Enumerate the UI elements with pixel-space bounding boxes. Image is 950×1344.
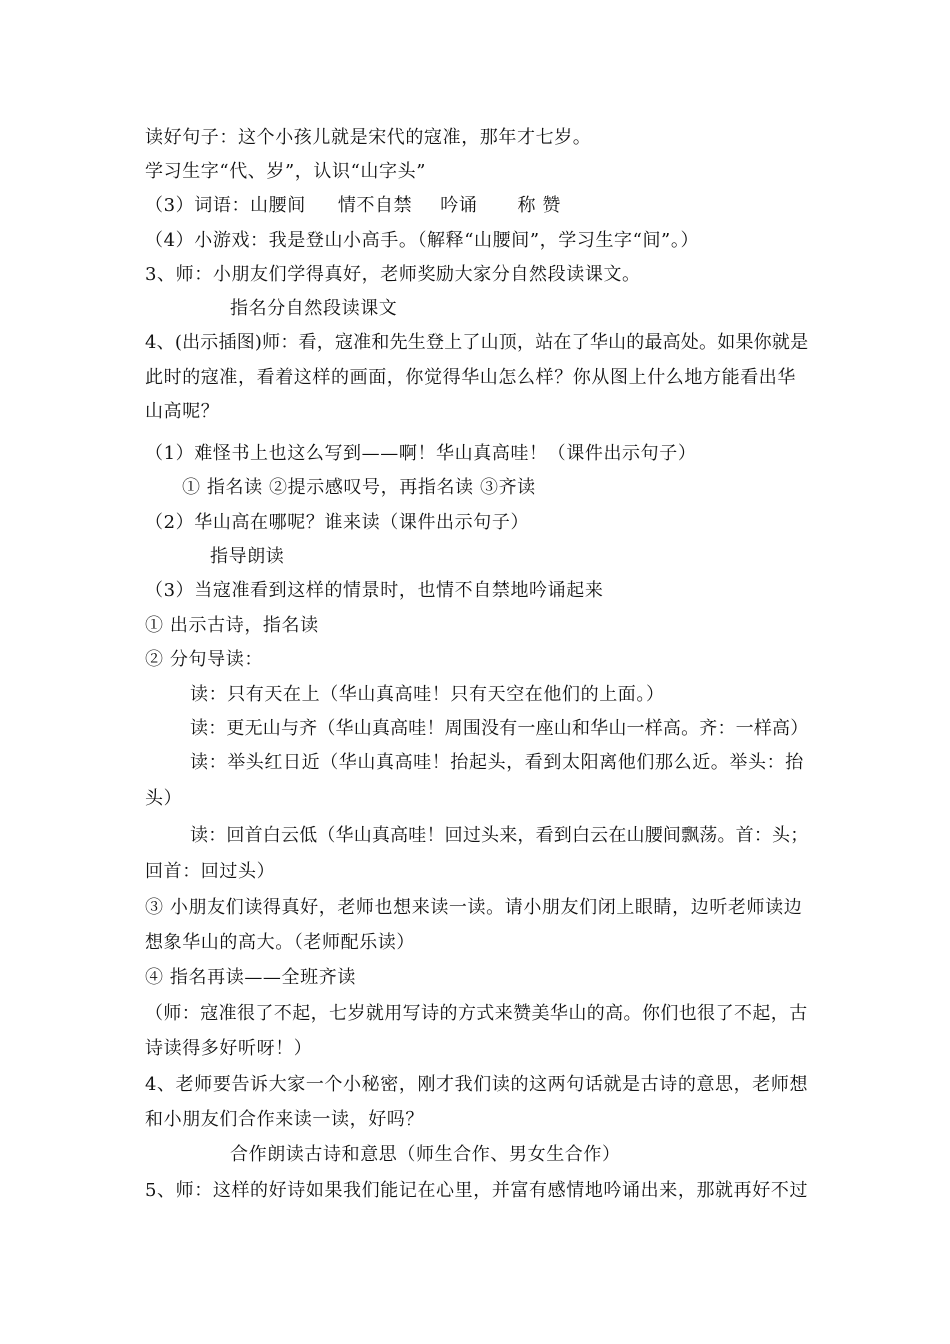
text-line: 合作朗读古诗和意思（师生合作、男女生合作） — [230, 1144, 621, 1165]
text-line: ③ 小朋友们读得真好，老师也想来读一读。请小朋友们闭上眼睛，边听老师读边 — [145, 897, 803, 918]
text-line: 想象华山的高大。（老师配乐读） — [145, 932, 415, 953]
text-line: 读：只有天在上（华山真高哇！只有天空在他们的上面。） — [190, 684, 665, 705]
text-line: 指导朗读 — [210, 546, 285, 567]
text-line: 回首：回过头） — [145, 861, 276, 882]
text-line: 指名分自然段读课文 — [230, 298, 398, 319]
text-line: （2）华山高在哪呢？谁来读（课件出示句子） — [145, 512, 530, 533]
vocab-word: 情不自禁 — [337, 195, 413, 216]
text-line: 和小朋友们合作来读一读，好吗？ — [145, 1109, 424, 1130]
text-line: 诗读得多好听呀！） — [145, 1038, 313, 1059]
text-line: ① 指名读 ②提示感叹号，再指名读 ③齐读 — [182, 477, 536, 498]
text-line: 此时的寇准，看着这样的画面，你觉得华山怎么样？你从图上什么地方能看出华 — [145, 367, 796, 388]
text-line: （3）当寇准看到这样的情景时，也情不自禁地吟诵起来 — [145, 580, 604, 601]
text-line: 读：更无山与齐（华山真高哇！周围没有一座山和华山一样高。齐：一样高） — [190, 718, 809, 739]
text-line: （4）小游戏：我是登山小高手。（解释“山腰间”，学习生字“间”。） — [145, 230, 700, 251]
text-line: ④ 指名再读——全班齐读 — [145, 967, 356, 988]
vocab-label: （3）词语：山腰间 — [145, 195, 306, 216]
text-line: 5、师：这样的好诗如果我们能记在心里，并富有感情地吟诵出来，那就再好不过 — [145, 1180, 809, 1201]
text-line: 山高呢？ — [145, 401, 220, 422]
text-line: 读：举头红日近（华山真高哇！抬起头，看到太阳离他们那么近。举头：抬 — [190, 752, 804, 773]
text-line: ① 出示古诗，指名读 — [145, 615, 319, 636]
text-line: 学习生字“代、岁”，认识“山字头” — [145, 161, 427, 182]
vocab-word: 吟诵 — [440, 195, 478, 216]
text-line: 4、(出示插图)师：看，寇准和先生登上了山顶，站在了华山的最高处。如果你就是 — [145, 332, 809, 353]
text-line: （1）难怪书上也这么写到——啊！华山真高哇！（课件出示句子） — [145, 443, 697, 464]
text-line: 读：回首白云低（华山真高哇！回过头来，看到白云在山腰间飘荡。首：头； — [190, 825, 809, 846]
text-line: （师：寇准很了不起，七岁就用写诗的方式来赞美华山的高。你们也很了不起，古 — [145, 1003, 808, 1024]
text-line: ② 分句导读： — [145, 649, 263, 670]
text-line: 3、师：小朋友们学得真好，老师奖励大家分自然段读课文。 — [145, 264, 641, 285]
vocab-word: 称 赞 — [517, 195, 561, 216]
text-line: 头） — [145, 788, 183, 809]
text-line: 读好句子：这个小孩儿就是宋代的寇准，那年才七岁。 — [145, 127, 592, 148]
vocabulary-line — [145, 194, 561, 218]
text-line: 4、老师要告诉大家一个小秘密，刚才我们读的这两句话就是古诗的意思，老师想 — [145, 1074, 809, 1095]
